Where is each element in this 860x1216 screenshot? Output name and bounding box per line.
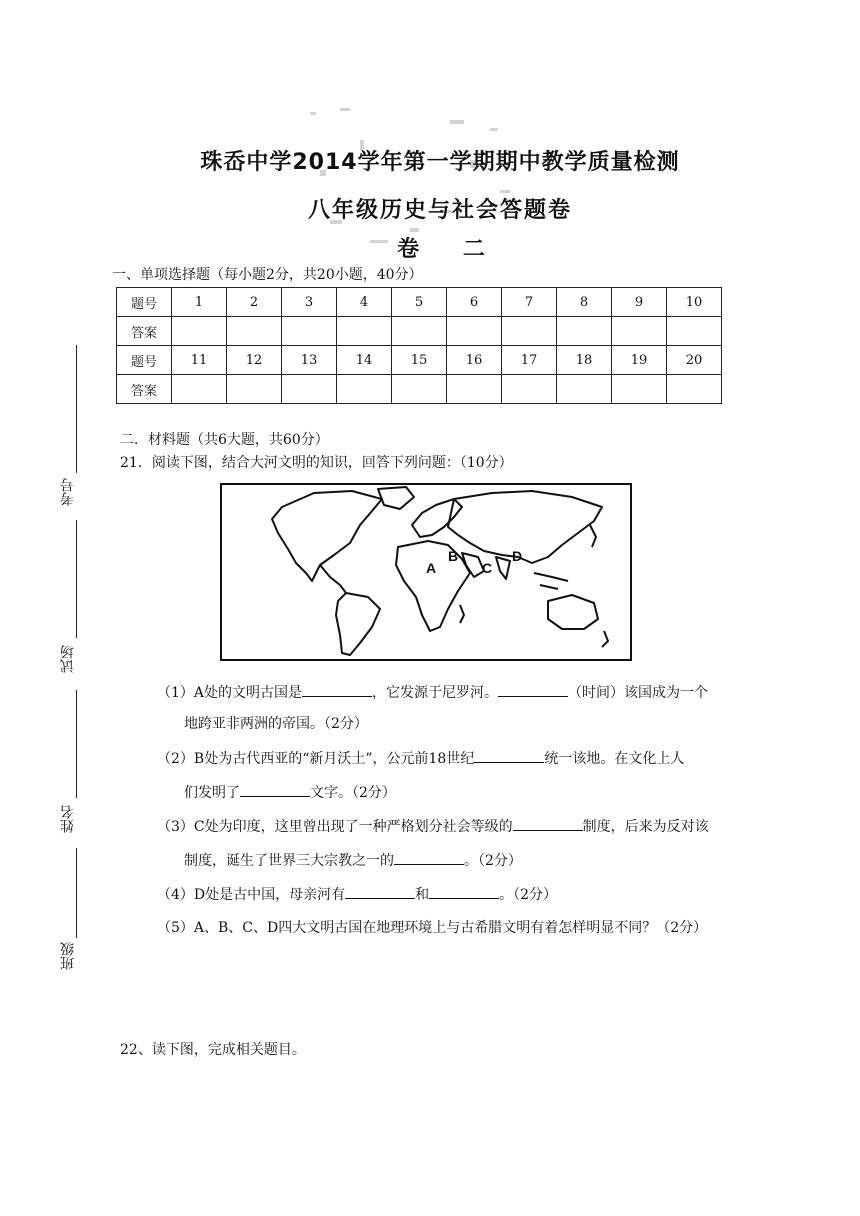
map-label-d: D	[512, 548, 523, 564]
question-number: 5	[392, 288, 447, 317]
question-number: 20	[667, 346, 722, 375]
answer-cell[interactable]	[282, 375, 337, 404]
question-number: 10	[667, 288, 722, 317]
exam-title: 珠岙中学2014学年第一学期期中教学质量检测	[200, 150, 680, 175]
question-number: 6	[447, 288, 502, 317]
q21-part1-cont: 地跨亚非两洲的帝国。（2分）	[184, 716, 368, 732]
table-row	[117, 288, 722, 317]
exam-subtitle: 八年级历史与社会答题卷	[307, 198, 572, 223]
question-number: 11	[172, 346, 227, 375]
answer-blank[interactable]	[302, 682, 372, 697]
section1-heading: 一、单项选择题（每小题2分，共20小题，40分）	[112, 267, 423, 283]
map-label-b: B	[448, 548, 459, 564]
table-row	[117, 346, 722, 375]
answer-blank[interactable]	[394, 850, 464, 865]
answer-label: 答案	[117, 317, 172, 346]
answer-cell[interactable]	[392, 317, 447, 346]
answer-cell[interactable]	[612, 375, 667, 404]
answer-label: 答案	[117, 375, 172, 404]
answer-cell[interactable]	[392, 375, 447, 404]
question-number: 12	[227, 346, 282, 375]
q21-part2: （2）B处为古代西亚的“新月沃土”，公元前18世纪 统一该地。在文化上人	[157, 748, 684, 769]
binding-line	[76, 848, 77, 938]
binding-line	[76, 690, 77, 798]
question-number: 9	[612, 288, 667, 317]
q21-part3-cont: 制度，诞生了世界三大宗教之一的 。（2分）	[184, 850, 522, 871]
section2-heading: 二．材料题（共6大题，共60分）	[120, 432, 329, 448]
answer-blank[interactable]	[429, 884, 499, 899]
question-number: 2	[227, 288, 282, 317]
world-map-drawing	[222, 485, 630, 659]
answer-cell[interactable]	[557, 317, 612, 346]
answer-cell[interactable]	[667, 317, 722, 346]
class-label: 班级	[60, 942, 76, 970]
answer-cell[interactable]	[172, 375, 227, 404]
map-label-a: A	[426, 560, 437, 576]
answer-cell[interactable]	[667, 375, 722, 404]
answer-cell[interactable]	[447, 375, 502, 404]
question-number: 15	[392, 346, 447, 375]
answer-cell[interactable]	[447, 317, 502, 346]
answer-blank[interactable]	[513, 816, 583, 831]
table-row	[117, 375, 722, 404]
question-number-label: 题号	[117, 346, 172, 375]
question-number-label: 题号	[117, 288, 172, 317]
question-number: 19	[612, 346, 667, 375]
map-label-c: C	[482, 560, 493, 576]
question-number: 16	[447, 346, 502, 375]
answer-blank[interactable]	[345, 884, 415, 899]
answer-blank[interactable]	[474, 748, 544, 763]
answer-cell[interactable]	[612, 317, 667, 346]
world-map	[220, 483, 632, 661]
question-number: 18	[557, 346, 612, 375]
exam-room-label: 试场	[60, 645, 76, 673]
question-number: 17	[502, 346, 557, 375]
answer-cell[interactable]	[172, 317, 227, 346]
table-row	[117, 317, 722, 346]
answer-blank[interactable]	[240, 782, 310, 797]
answer-cell[interactable]	[502, 375, 557, 404]
question-number: 8	[557, 288, 612, 317]
q21-part5: （5）A、B、C、D四大文明古国在地理环境上与古希腊文明有着怎样明显不同？（2分）	[157, 920, 708, 936]
q22-intro: 22、读下图，完成相关题目。	[120, 1042, 306, 1058]
answer-cell[interactable]	[557, 375, 612, 404]
q21-part3: （3）C处为印度，这里曾出现了一种严格划分社会等级的 制度，后来为反对该	[157, 816, 709, 837]
answer-cell[interactable]	[502, 317, 557, 346]
answer-cell[interactable]	[337, 375, 392, 404]
q21-part2-cont: 们发明了 文字。（2分）	[184, 782, 396, 803]
question-number: 13	[282, 346, 337, 375]
q21-intro: 21．阅读下图，结合大河文明的知识，回答下列问题：（10分）	[120, 455, 513, 471]
answer-cell[interactable]	[227, 375, 282, 404]
question-number: 1	[172, 288, 227, 317]
student-name-label: 姓名	[60, 805, 76, 833]
question-number: 7	[502, 288, 557, 317]
answer-cell[interactable]	[337, 317, 392, 346]
q21-part4: （4）D处是古中国，母亲河有 和 。（2分）	[157, 884, 557, 905]
answer-cell[interactable]	[227, 317, 282, 346]
question-number: 14	[337, 346, 392, 375]
answer-grid	[116, 287, 722, 404]
q21-part1: （1）A处的文明古国是 ，它发源于尼罗河。 （时间）该国成为一个	[157, 682, 708, 703]
answer-blank[interactable]	[498, 682, 568, 697]
question-number: 4	[337, 288, 392, 317]
exam-number-label: 考号	[60, 478, 76, 506]
paper-part-title: 卷 二	[397, 237, 503, 262]
binding-line	[76, 345, 77, 473]
binding-line	[76, 520, 77, 638]
question-number: 3	[282, 288, 337, 317]
answer-cell[interactable]	[282, 317, 337, 346]
